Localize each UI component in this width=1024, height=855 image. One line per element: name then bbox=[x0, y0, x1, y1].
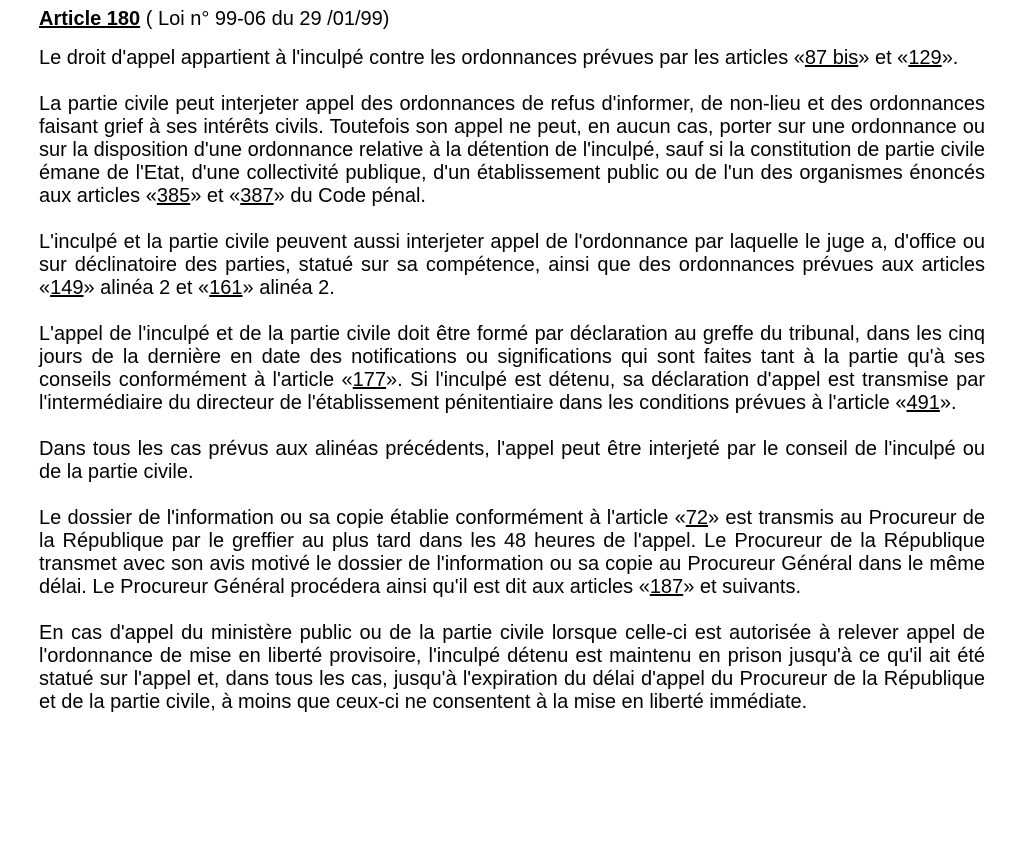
text-segment: Dans tous les cas prévus aux alinéas précédents, l'appel peut être interjeté par le conseil de l'inculpé ou de la partie civile. bbox=[39, 438, 985, 483]
text-segment: L'appel de l'inculpé et de la partie civile doit être formé par déclaration au greffe du tribunal, dans les cinq jours de la dernière en date des notifications ou significations qui sont faites tant à la partie qu'à ses conseils conformément à l'article « bbox=[39, 323, 985, 391]
text-segment: » est transmis au Procureur de la République par le greffier au plus tard dans les 48 heures de l'appel. Le Procureur de la République transmet avec son avis motivé le dossier de l'information ou sa copie au Procureur Général dans le même délai. Le Procureur Général procédera ainsi qu'il est dit aux articles « bbox=[39, 507, 985, 598]
text-segment: En cas d'appel du ministère public ou de la partie civile lorsque celle-ci est autorisée à relever appel de l'ordonnance de mise en liberté provisoire, l'inculpé détenu est maintenu en prison jusqu'à ce qu'il ait été statué sur l'appel et, dans tous les cas, jusqu'à l'expiration du délai d'appel du Procureur de la République et de la partie civile, à moins que ceux-ci ne consentent à la mise en liberté immédiate. bbox=[39, 622, 985, 713]
paragraph-6 bbox=[39, 507, 985, 599]
text-segment: » alinéa 2 et « bbox=[83, 277, 210, 299]
article-link-177[interactable]: 177 bbox=[352, 369, 387, 391]
text-segment: Le dossier de l'information ou sa copie établie conformément à l'article « bbox=[39, 507, 686, 529]
paragraph-7 bbox=[39, 622, 985, 714]
text-segment: » et « bbox=[190, 185, 241, 207]
paragraph-3 bbox=[39, 231, 985, 300]
article-link-72[interactable]: 72 bbox=[685, 507, 709, 529]
text-segment: ». bbox=[939, 392, 957, 414]
article-link-87-bis[interactable]: 87 bis bbox=[804, 47, 859, 69]
text-segment: L'inculpé et la partie civile peuvent aussi interjeter appel de l'ordonnance par laquelle le juge a, d'office ou sur déclinatoire des parties, statué sur sa compétence, ainsi que des ordonnances prévues aux articles « bbox=[39, 231, 985, 299]
article-title: Article 180 bbox=[39, 8, 141, 30]
article-link-129[interactable]: 129 bbox=[908, 47, 942, 69]
text-segment: La partie civile peut interjeter appel des ordonnances de refus d'informer, de non-lieu et des ordonnances faisant grief à ses intérêts civils. Toutefois son appel ne peut, en aucun cas, porter sur une ordonnance ou sur la disposition d'une ordonnance relative à la détention de l'inculpé, sauf si la constitution de partie civile émane de l'Etat, d'une collectivité publique, d'un établissement public ou de l'un des organismes énoncés aux articles « bbox=[39, 93, 985, 207]
text-segment: » et « bbox=[858, 47, 909, 69]
document-page bbox=[39, 0, 985, 714]
text-segment: Le droit d'appel appartient à l'inculpé contre les ordonnances prévues par les articles « bbox=[39, 47, 805, 69]
text-segment: ». bbox=[941, 47, 959, 69]
text-segment: » et suivants. bbox=[683, 576, 802, 598]
article-link-491[interactable]: 491 bbox=[906, 392, 940, 414]
article-link-161[interactable]: 161 bbox=[209, 277, 243, 299]
paragraph-2 bbox=[39, 93, 985, 208]
paragraph-4 bbox=[39, 323, 985, 415]
article-link-387[interactable]: 387 bbox=[240, 185, 274, 207]
article-link-149[interactable]: 149 bbox=[50, 277, 84, 299]
article-heading bbox=[39, 8, 985, 31]
article-link-187[interactable]: 187 bbox=[649, 576, 684, 598]
paragraph-1 bbox=[39, 47, 985, 70]
text-segment: ». Si l'inculpé est détenu, sa déclaration d'appel est transmise par l'intermédiaire du directeur de l'établissement pénitentiaire dans les conditions prévues à l'article « bbox=[39, 369, 985, 414]
text-segment: » alinéa 2. bbox=[242, 277, 335, 299]
article-subtitle: ( Loi n° 99-06 du 29 /01/99) bbox=[140, 8, 390, 30]
paragraph-5 bbox=[39, 438, 985, 484]
text-segment: » du Code pénal. bbox=[273, 185, 426, 207]
article-link-385[interactable]: 385 bbox=[156, 185, 191, 207]
